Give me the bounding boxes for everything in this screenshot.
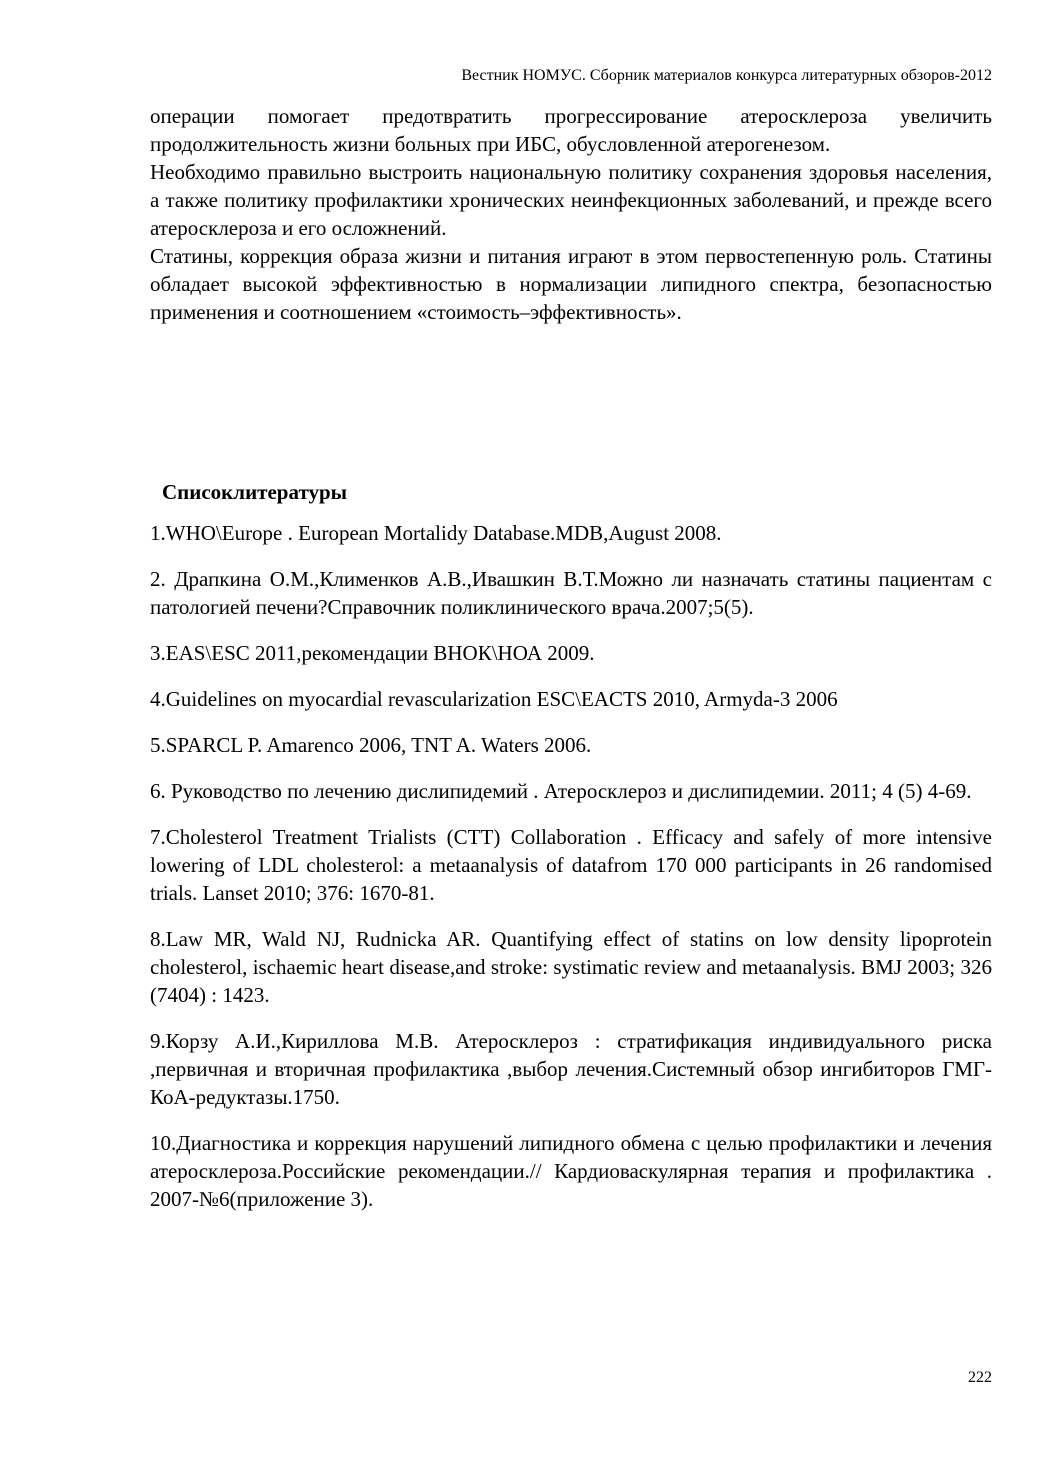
reference-item: 7.Cholesterol Treatment Trialists (CTT) Collaboration . Efficacy and safely of more intensive lowering of LDL cholesterol: a metaanalysis of datafrom 170 000 participants in 26 randomised trials. Lanset 2010; 376: 1670-81. bbox=[150, 825, 992, 905]
reference-item: 1.WHO\Europe . European Mortalidy Database.MDB,August 2008. bbox=[150, 521, 722, 545]
reference-item: 10.Диагностика и коррекция нарушений липидного обмена с целью профилактики и лечения атеросклероза.Российские рекомендации.// Кардиоваскулярная терапия и профилактика . 2007-№6(приложение 3). bbox=[150, 1131, 992, 1211]
reference-item: 5.SPARCL P. Amarenco 2006, TNT A. Waters 2006. bbox=[150, 733, 592, 757]
references-heading: Списоклитературы bbox=[162, 480, 348, 504]
reference-item: 3.EAS\ESC 2011,рекомендации ВНОК\НОА 2009. bbox=[150, 641, 595, 665]
paragraph: Статины, коррекция образа жизни и питания играют в этом первостепенную роль. Статины обладает высокой эффективностью в нормализации липидного спектра, безопасностью применения и соотношением «стоимость–эффективность». bbox=[150, 244, 992, 324]
running-header: Вестник НОМУС. Сборник материалов конкурса литературных обзоров-2012 bbox=[461, 67, 992, 84]
reference-item: 8.Law MR, Wald NJ, Rudnicka AR. Quantifying effect of statins on low density lipoprotein cholesterol, ischaemic heart disease,and stroke: systimatic review and metaanalysis. BMJ 2003; 326 (7404) : 1423. bbox=[150, 927, 992, 1007]
reference-item: 2. Драпкина О.М.,Клименков А.В.,Ивашкин В.Т.Можно ли назначать статины пациентам с патологией печени?Справочник поликлинического врача.2007;5(5). bbox=[150, 567, 992, 619]
reference-item: 4.Guidelines on myocardial revascularization ESC\EACTS 2010, Armyda-3 2006 bbox=[150, 687, 838, 711]
page-number: 222 bbox=[968, 1369, 992, 1386]
reference-item: 9.Корзу А.И.,Кириллова М.В. Атеросклероз : стратификация индивидуального риска ,первичная и вторичная профилактика ,выбор лечения.Системный обзор ингибиторов ГМГ-КоА-редуктазы.1750. bbox=[150, 1029, 992, 1109]
body-text bbox=[150, 102, 992, 326]
paragraph: операции помогает предотвратить прогрессирование атеросклероза увеличить продолжительность жизни больных при ИБС, обусловленной атерогенезом. bbox=[150, 104, 992, 156]
reference-item: 6. Руководство по лечению дислипидемий . Атеросклероз и дислипидемии. 2011; 4 (5) 4-69. bbox=[150, 779, 972, 803]
references-list bbox=[150, 519, 992, 1231]
paragraph: Необходимо правильно выстроить национальную политику сохранения здоровья населения, а также политику профилактики хронических неинфекционных заболеваний, и прежде всего атеросклероза и его осложнений. bbox=[150, 160, 992, 240]
